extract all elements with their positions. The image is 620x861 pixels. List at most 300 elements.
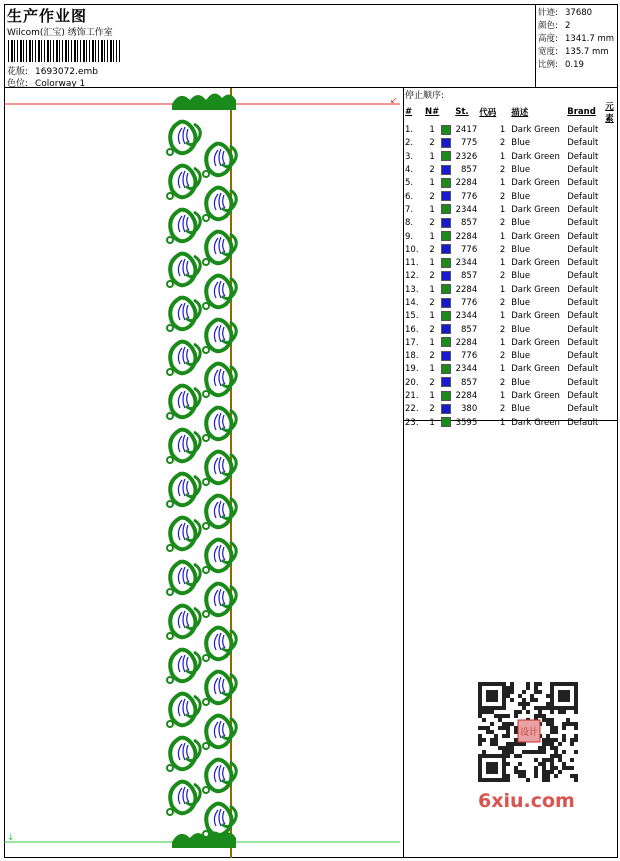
- qr-module: [542, 750, 546, 754]
- cell-needle: 2: [429, 404, 435, 415]
- scroll-dot: [203, 171, 209, 177]
- color-swatch: [441, 204, 451, 214]
- qr-module: [506, 694, 510, 698]
- cell-swatch: [440, 217, 454, 230]
- table-body: [404, 124, 618, 430]
- scroll-dot: [167, 369, 173, 375]
- cell-description: Blue: [511, 138, 531, 149]
- scroll-dot: [167, 677, 173, 683]
- lace-pattern: [167, 93, 236, 848]
- table-row: [404, 151, 618, 164]
- cell-description: Dark Green: [511, 231, 560, 242]
- qr-module: [558, 758, 562, 762]
- cell-swatch: [440, 164, 454, 177]
- color-sequence-table: [404, 100, 618, 430]
- qr-code-graphic: [472, 682, 584, 782]
- start-marker: ↙: [390, 96, 398, 106]
- qr-module: [530, 750, 534, 754]
- color-swatch: [441, 311, 451, 321]
- qr-module: [518, 742, 522, 746]
- qr-module: [566, 766, 570, 770]
- qr-module: [538, 706, 542, 710]
- qr-module: [546, 706, 550, 710]
- col-header-index: #: [405, 107, 413, 117]
- qr-module: [486, 730, 490, 734]
- qr-module: [494, 734, 498, 738]
- qr-module: [530, 694, 534, 698]
- qr-module: [574, 722, 578, 726]
- qr-finder: [550, 682, 578, 710]
- cell-stitches: 2344: [455, 364, 478, 375]
- qr-module: [542, 778, 546, 782]
- qr-module: [538, 762, 542, 766]
- qr-module: [546, 722, 550, 726]
- height-value: 1341.7 mm: [565, 34, 615, 44]
- qr-module: [514, 770, 518, 774]
- qr-module: [534, 686, 538, 690]
- qr-module: [510, 698, 514, 702]
- qr-module: [546, 770, 550, 774]
- cell-index: 8.: [405, 218, 414, 229]
- cell-brand: Default: [567, 417, 599, 428]
- cell-swatch: [440, 323, 454, 336]
- cell-code: 2: [499, 138, 506, 149]
- cell-brand: Default: [567, 204, 599, 215]
- qr-module: [506, 722, 510, 726]
- cell-code: 2: [499, 218, 506, 229]
- qr-module: [546, 774, 550, 778]
- qr-module: [570, 722, 574, 726]
- qr-module: [518, 774, 522, 778]
- cell-stitches: 857: [461, 165, 478, 176]
- cell-code: 1: [499, 364, 506, 375]
- cell-swatch: [440, 270, 454, 283]
- cell-brand: Default: [567, 404, 599, 415]
- cell-code: 2: [499, 404, 506, 415]
- cell-needle: 1: [429, 417, 435, 428]
- colors-label: 颜色:: [538, 21, 558, 31]
- cell-description: Blue: [511, 298, 531, 308]
- cell-code: 2: [499, 191, 506, 202]
- qr-module: [518, 754, 522, 758]
- qr-module: [522, 690, 526, 694]
- qr-module: [570, 738, 574, 742]
- qr-module: [510, 690, 514, 694]
- cell-index: 19.: [405, 364, 419, 375]
- cell-index: 22.: [405, 404, 419, 415]
- cell-needle: 2: [429, 271, 435, 282]
- cell-index: 4.: [405, 165, 414, 176]
- table-row: [404, 244, 618, 257]
- qr-module: [510, 742, 514, 746]
- cell-description: Blue: [511, 404, 531, 415]
- qr-module: [522, 698, 526, 702]
- cell-stitches: 857: [461, 377, 478, 388]
- stats-block: [536, 4, 618, 88]
- cell-swatch: [440, 137, 454, 150]
- table-row: [404, 177, 618, 190]
- color-swatch: [441, 391, 451, 401]
- qr-module: [522, 774, 526, 778]
- cell-index: 1.: [405, 125, 414, 136]
- cell-description: Dark Green: [511, 364, 560, 375]
- table-row: [404, 310, 618, 323]
- qr-module: [482, 718, 486, 722]
- table-row: [404, 337, 618, 350]
- color-swatch: [441, 337, 451, 347]
- cell-brand: Default: [567, 165, 599, 176]
- qr-module: [550, 722, 554, 726]
- qr-module: [506, 686, 510, 690]
- table-row: [404, 284, 618, 297]
- qr-module: [550, 766, 554, 770]
- cell-index: 2.: [405, 138, 414, 149]
- cell-code: 1: [499, 125, 506, 136]
- cell-description: Blue: [511, 324, 531, 335]
- qr-module: [558, 770, 562, 774]
- table-row: [404, 217, 618, 230]
- cell-brand: Default: [567, 351, 599, 362]
- color-swatch: [441, 284, 451, 294]
- scroll-dot: [203, 303, 209, 309]
- cell-stitches: 3595: [455, 417, 478, 428]
- qr-module: [526, 702, 530, 706]
- qr-module: [506, 734, 510, 738]
- cell-index: 3.: [405, 151, 414, 162]
- qr-module: [506, 726, 510, 730]
- qr-module: [506, 690, 510, 694]
- table-header-row: [404, 100, 618, 124]
- cell-code: 2: [499, 298, 506, 308]
- cell-brand: Default: [567, 244, 599, 255]
- qr-module: [534, 698, 538, 702]
- qr-module: [542, 758, 546, 762]
- qr-module: [506, 762, 510, 766]
- color-swatch: [441, 364, 451, 374]
- cell-needle: 1: [429, 125, 435, 136]
- cell-stitches: 776: [461, 298, 478, 308]
- cell-brand: Default: [567, 284, 599, 295]
- cell-index: 20.: [405, 377, 419, 388]
- qr-module: [550, 726, 554, 730]
- cell-code: 1: [499, 391, 506, 402]
- qr-module: [502, 722, 506, 726]
- cell-needle: 1: [429, 364, 435, 375]
- qr-module: [554, 730, 558, 734]
- table-row: [404, 137, 618, 150]
- table-row: [404, 390, 618, 403]
- cell-description: Dark Green: [511, 178, 560, 189]
- cell-needle: 2: [429, 138, 435, 149]
- qr-module: [518, 762, 522, 766]
- cell-index: 12.: [405, 271, 419, 282]
- cell-brand: Default: [567, 151, 599, 162]
- qr-module: [562, 762, 566, 766]
- scroll-dot: [167, 457, 173, 463]
- qr-module: [502, 714, 506, 718]
- cell-index: 11.: [405, 258, 419, 269]
- cell-description: Blue: [511, 377, 531, 388]
- col-header-brand: Brand: [567, 107, 596, 117]
- qr-module: [498, 714, 502, 718]
- cell-stitches: 857: [461, 271, 478, 282]
- scroll-dot: [167, 237, 173, 243]
- qr-module: [542, 770, 546, 774]
- qr-module: [534, 770, 538, 774]
- scroll-dot: [203, 347, 209, 353]
- qr-module: [478, 734, 482, 738]
- qr-module: [522, 750, 526, 754]
- cell-swatch: [440, 151, 454, 164]
- qr-module: [546, 718, 550, 722]
- cell-stitches: 2344: [455, 204, 478, 215]
- qr-module: [550, 718, 554, 722]
- cell-code: 1: [499, 231, 506, 242]
- cell-needle: 1: [429, 178, 435, 189]
- table-row: [404, 403, 618, 416]
- cell-swatch: [440, 297, 454, 310]
- qr-module: [542, 774, 546, 778]
- scroll-dot: [203, 611, 209, 617]
- cell-description: Dark Green: [511, 311, 560, 322]
- design-preview: [4, 88, 404, 858]
- qr-module: [530, 698, 534, 702]
- qr-module: [550, 738, 554, 742]
- qr-module: [514, 730, 518, 734]
- cell-stitches: 2284: [455, 391, 478, 402]
- cell-stitches: 2417: [455, 125, 478, 136]
- qr-module: [574, 710, 578, 714]
- qr-module: [546, 702, 550, 706]
- cell-needle: 2: [429, 191, 435, 202]
- qr-module: [502, 734, 506, 738]
- height-row: [538, 32, 614, 44]
- qr-module: [574, 750, 578, 754]
- cell-code: 1: [499, 284, 506, 295]
- cell-stitches: 775: [461, 138, 478, 149]
- table-row: [404, 204, 618, 217]
- qr-module: [534, 706, 538, 710]
- qr-module: [490, 710, 494, 714]
- scroll-dot: [203, 479, 209, 485]
- qr-module: [538, 750, 542, 754]
- scroll-dot: [167, 501, 173, 507]
- qr-module: [502, 726, 506, 730]
- stitches-row: [538, 6, 592, 18]
- qr-module: [574, 734, 578, 738]
- qr-module: [542, 718, 546, 722]
- cell-brand: Default: [567, 337, 599, 348]
- qr-module: [554, 766, 558, 770]
- qr-module: [546, 734, 550, 738]
- cell-needle: 2: [429, 377, 435, 388]
- cell-stitches: 857: [461, 218, 478, 229]
- cell-description: Dark Green: [511, 337, 560, 348]
- qr-module: [550, 770, 554, 774]
- qr-module: [518, 770, 522, 774]
- cell-brand: Default: [567, 191, 599, 202]
- cell-needle: 2: [429, 351, 435, 362]
- table-row: [404, 270, 618, 283]
- qr-module: [562, 734, 566, 738]
- cell-code: 2: [499, 165, 506, 176]
- cell-index: 7.: [405, 204, 414, 215]
- cell-stitches: 380: [461, 404, 478, 415]
- scroll-dot: [203, 259, 209, 265]
- cell-needle: 1: [429, 311, 435, 322]
- cell-description: Blue: [511, 191, 531, 202]
- qr-module: [490, 722, 494, 726]
- qr-module: [514, 766, 518, 770]
- qr-module: [490, 742, 494, 746]
- cell-swatch: [440, 350, 454, 363]
- qr-module: [566, 722, 570, 726]
- qr-module: [494, 742, 498, 746]
- table-row: [404, 377, 618, 390]
- cell-code: 1: [499, 337, 506, 348]
- scroll-dot: [167, 721, 173, 727]
- qr-module: [570, 758, 574, 762]
- scale-value: 0.19: [565, 60, 584, 70]
- cell-brand: Default: [567, 298, 599, 308]
- cell-code: 1: [499, 258, 506, 269]
- cell-stitches: 2284: [455, 284, 478, 295]
- cell-brand: Default: [567, 364, 599, 375]
- qr-module: [562, 766, 566, 770]
- qr-module: [574, 778, 578, 782]
- cell-index: 21.: [405, 391, 419, 402]
- qr-module: [514, 710, 518, 714]
- cell-swatch: [440, 310, 454, 323]
- qr-module: [526, 686, 530, 690]
- qr-module: [570, 742, 574, 746]
- qr-module: [506, 774, 510, 778]
- cell-brand: Default: [567, 258, 599, 269]
- height-label: 高度:: [538, 34, 558, 44]
- qr-module: [526, 778, 530, 782]
- qr-module: [510, 682, 514, 686]
- design-label: 花版:: [7, 67, 29, 77]
- scroll-dot: [203, 787, 209, 793]
- cell-code: 1: [499, 151, 506, 162]
- qr-module: [506, 746, 510, 750]
- cell-stitches: 776: [461, 351, 478, 362]
- scroll-dot: [167, 545, 173, 551]
- cell-index: 18.: [405, 351, 419, 362]
- colors-row: [538, 19, 570, 31]
- qr-module: [518, 702, 522, 706]
- qr-module: [522, 706, 526, 710]
- qr-module: [550, 758, 554, 762]
- col-header-code: 代码: [479, 108, 497, 118]
- qr-module: [510, 686, 514, 690]
- cell-needle: 1: [429, 284, 435, 295]
- cell-description: Blue: [511, 271, 531, 282]
- qr-module: [498, 726, 502, 730]
- qr-module: [562, 722, 566, 726]
- scroll-dot: [203, 391, 209, 397]
- qr-module: [490, 730, 494, 734]
- cell-description: Dark Green: [511, 284, 560, 295]
- cell-brand: Default: [567, 125, 599, 136]
- cell-brand: Default: [567, 218, 599, 229]
- cell-needle: 2: [429, 298, 435, 308]
- scroll-dot: [203, 655, 209, 661]
- cell-description: Dark Green: [511, 417, 560, 428]
- cell-swatch: [440, 363, 454, 376]
- cell-index: 17.: [405, 337, 419, 348]
- top-border-motif: [172, 93, 236, 110]
- qr-module: [558, 754, 562, 758]
- cell-index: 23.: [405, 417, 419, 428]
- stop-sequence-title: 停止顺序:: [405, 91, 445, 101]
- cell-needle: 2: [429, 165, 435, 176]
- table-row: [404, 190, 618, 203]
- qr-module: [534, 774, 538, 778]
- cell-stitches: 2284: [455, 231, 478, 242]
- qr-module: [542, 742, 546, 746]
- qr-module: [550, 746, 554, 750]
- qr-module: [526, 750, 530, 754]
- qr-module: [538, 690, 542, 694]
- table-row: [404, 257, 618, 270]
- qr-module: [566, 718, 570, 722]
- cell-needle: 2: [429, 218, 435, 229]
- scroll-dot: [167, 633, 173, 639]
- qr-module: [538, 746, 542, 750]
- cell-description: Blue: [511, 351, 531, 362]
- cell-description: Blue: [511, 244, 531, 255]
- table-row: [404, 417, 618, 430]
- color-swatch: [441, 271, 451, 281]
- cell-brand: Default: [567, 311, 599, 322]
- qr-module: [558, 710, 562, 714]
- color-swatch: [441, 165, 451, 175]
- qr-module: [490, 738, 494, 742]
- cell-code: 2: [499, 244, 506, 255]
- cell-needle: 1: [429, 258, 435, 269]
- cell-description: Dark Green: [511, 391, 560, 402]
- qr-module: [506, 778, 510, 782]
- qr-module: [546, 758, 550, 762]
- cell-needle: 1: [429, 337, 435, 348]
- qr-module: [538, 714, 542, 718]
- barcode: [8, 40, 120, 62]
- qr-module: [506, 714, 510, 718]
- qr-module: [522, 742, 526, 746]
- qr-module: [506, 754, 510, 758]
- qr-module: [514, 714, 518, 718]
- qr-module: [550, 754, 554, 758]
- qr-module: [538, 710, 542, 714]
- qr-module: [478, 710, 482, 714]
- qr-module: [502, 750, 506, 754]
- cell-stitches: 2326: [455, 151, 478, 162]
- qr-module: [494, 738, 498, 742]
- cell-swatch: [440, 284, 454, 297]
- cell-stitches: 2344: [455, 311, 478, 322]
- width-label: 宽度:: [538, 47, 558, 57]
- scroll-dot: [167, 193, 173, 199]
- qr-module: [478, 714, 482, 718]
- cell-code: 1: [499, 178, 506, 189]
- scroll-dot: [203, 435, 209, 441]
- qr-module: [554, 774, 558, 778]
- col-header-element: 元素: [605, 102, 614, 124]
- cell-brand: Default: [567, 178, 599, 189]
- cell-swatch: [440, 230, 454, 243]
- color-swatch: [441, 324, 451, 334]
